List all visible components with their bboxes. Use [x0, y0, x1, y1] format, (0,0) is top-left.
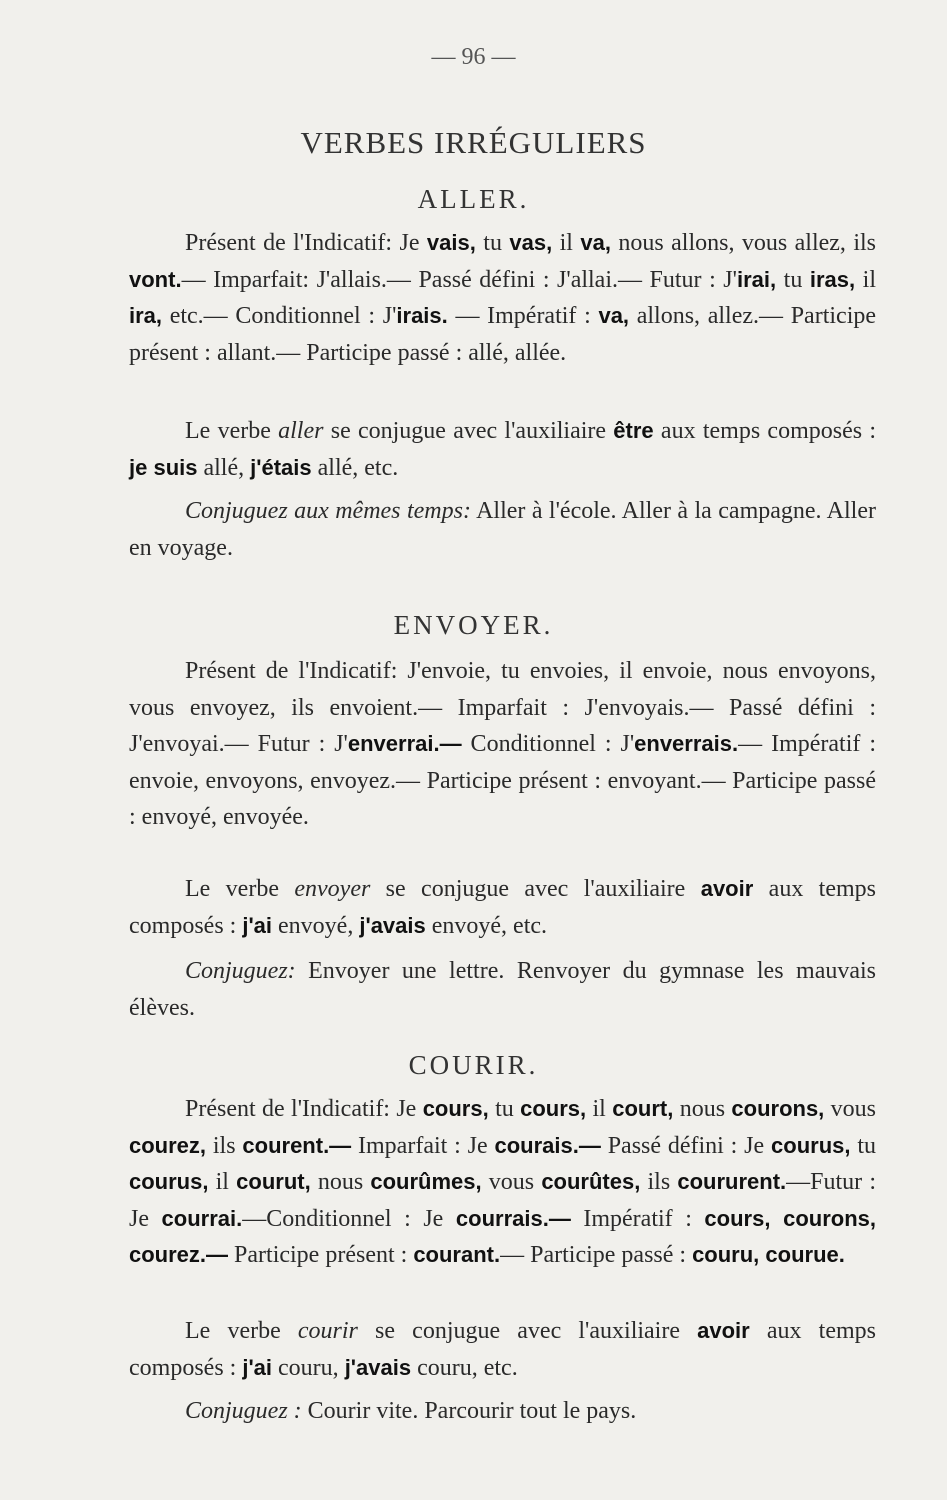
- bold-verb-form: enverrai.—: [347, 731, 462, 756]
- text-run: etc.— Conditionnel : J': [162, 303, 397, 329]
- bold-verb-form: iras,: [809, 266, 856, 292]
- bold-verb-form: irais.: [396, 303, 448, 328]
- text-run: envoyé, etc.: [425, 912, 548, 939]
- paragraph-indent: [129, 876, 185, 902]
- bold-verb-form: courrais.—: [455, 1205, 571, 1231]
- bold-verb-form: cours,: [422, 1096, 489, 1121]
- paragraph-indent: [129, 658, 185, 684]
- bold-verb-form: courus,: [771, 1132, 851, 1158]
- text-run: il: [586, 1096, 613, 1122]
- paragraph-courir-exercise: [129, 1393, 876, 1430]
- paragraph-indent: [129, 498, 185, 524]
- bold-verb-form: j'ai: [242, 912, 273, 938]
- text-run: allons, allez.— Participe présent : allant.— Participe passé : allé, allée.: [129, 303, 877, 366]
- text-run: Conditionnel : J': [461, 731, 635, 757]
- text-run: — Imparfait: J'allais.— Passé défini : J'allai.— Futur : J': [181, 266, 737, 293]
- bold-verb-form: courrai.: [161, 1205, 243, 1231]
- bold-verb-form: courus,: [129, 1169, 209, 1194]
- bold-verb-form: j'étais: [250, 454, 312, 480]
- italic-text: envoyer: [294, 876, 371, 902]
- text-run: il: [855, 266, 876, 293]
- bold-verb-form: courûmes,: [370, 1169, 482, 1194]
- bold-verb-form: j'avais: [359, 912, 426, 938]
- bold-verb-form: courons,: [731, 1096, 825, 1121]
- bold-verb-form: va,: [598, 303, 630, 328]
- bold-verb-form: vas,: [509, 230, 553, 255]
- bold-verb-form: je suis: [129, 454, 198, 480]
- text-run: Impératif :: [570, 1205, 705, 1232]
- bold-verb-form: coururent.: [677, 1169, 787, 1194]
- section-title-aller: ALLER.: [417, 184, 530, 215]
- paragraph-aller-auxiliary: [129, 413, 876, 486]
- text-run: couru,: [272, 1354, 345, 1381]
- italic-text: aller: [278, 418, 324, 444]
- bold-verb-form: enverrais.: [634, 731, 739, 756]
- bold-verb-form: être: [613, 418, 654, 443]
- text-run: tu: [850, 1132, 876, 1159]
- text-run: se conjugue avec l'auxiliaire: [370, 876, 701, 902]
- text-run: Le verbe: [185, 876, 295, 902]
- text-run: aux temps composés :: [653, 418, 876, 444]
- text-run: se conjugue avec l'auxiliaire: [357, 1318, 698, 1344]
- text-run: Le verbe: [185, 1318, 298, 1344]
- text-run: vous: [824, 1096, 876, 1122]
- paragraph-courir-auxiliary: [129, 1313, 876, 1386]
- text-run: tu: [776, 266, 810, 293]
- bold-verb-form: j'avais: [344, 1354, 412, 1380]
- text-run: vous: [481, 1169, 542, 1195]
- bold-verb-form: irai,: [736, 266, 777, 292]
- text-run: — Impératif :: [447, 303, 599, 329]
- text-run: nous: [310, 1169, 371, 1195]
- bold-verb-form: cours,: [520, 1096, 587, 1121]
- text-run: couru, etc.: [411, 1354, 518, 1381]
- text-run: Participe présent :: [228, 1242, 414, 1268]
- text-run: Envoyer une lettre. Renvoyer du gymnase les mauvais élèves.: [129, 958, 876, 1021]
- section-title-courir: COURIR.: [408, 1050, 539, 1081]
- bold-verb-form: avoir: [697, 1318, 750, 1343]
- text-run: allé,: [197, 454, 251, 481]
- text-run: aux temps composés :: [129, 1318, 876, 1381]
- text-run: tu: [488, 1096, 521, 1122]
- paragraph-indent: [129, 958, 185, 984]
- bold-verb-form: courant.: [413, 1242, 501, 1267]
- text-run: Le verbe: [185, 418, 279, 444]
- paragraph-envoyer-auxiliary: [129, 871, 876, 944]
- bold-verb-form: avoir: [700, 876, 754, 901]
- text-run: Courir vite. Parcourir tout le pays.: [301, 1398, 637, 1424]
- bold-verb-form: courais.—: [494, 1132, 601, 1158]
- paragraph-indent: [129, 1096, 185, 1122]
- paragraph-aller-conjugation: [129, 225, 876, 371]
- bold-verb-form: ira,: [129, 303, 163, 328]
- text-run: —Futur : Je: [129, 1169, 876, 1232]
- bold-verb-form: couru, courue.: [692, 1242, 845, 1267]
- text-run: Passé défini : Je: [600, 1132, 772, 1159]
- italic-text: Conjuguez aux mêmes temps:: [185, 498, 471, 524]
- paragraph-courir-conjugation: [129, 1091, 876, 1274]
- italic-text: courir: [297, 1318, 358, 1344]
- text-run: —Conditionnel : Je: [242, 1205, 456, 1232]
- page-title: VERBES IRRÉGULIERS: [300, 124, 647, 160]
- text-run: se conjugue avec l'auxiliaire: [323, 418, 614, 444]
- bold-verb-form: courez,: [129, 1132, 207, 1158]
- italic-text: Conjuguez :: [185, 1398, 302, 1424]
- text-run: Présent de l'Indicatif: Je: [185, 230, 427, 256]
- paragraph-indent: [129, 1318, 185, 1344]
- text-run: — Impératif : envoie, envoyons, envoyez.— Participe présent : envoyant.— Participe passé : envoyé, envoyée.: [129, 731, 876, 830]
- bold-verb-form: vont.: [129, 266, 182, 292]
- text-run: ils: [206, 1132, 243, 1159]
- paragraph-envoyer-conjugation: [129, 653, 876, 836]
- bold-verb-form: courut,: [236, 1169, 311, 1194]
- text-run: Présent de l'Indicatif: Je: [185, 1096, 423, 1122]
- text-run: allé, etc.: [311, 454, 399, 481]
- paragraph-indent: [129, 230, 185, 256]
- text-run: nous: [673, 1096, 732, 1122]
- bold-verb-form: va,: [580, 230, 611, 255]
- bold-verb-form: court,: [612, 1096, 674, 1121]
- paragraph-indent: [129, 1398, 185, 1424]
- page-number: — 96 —: [431, 44, 516, 70]
- paragraph-envoyer-exercise: [129, 953, 876, 1026]
- bold-verb-form: cours, courons, courez.—: [129, 1205, 876, 1267]
- italic-text: Conjuguez:: [185, 958, 296, 984]
- bold-verb-form: courent.—: [242, 1132, 352, 1158]
- text-run: envoyé,: [272, 912, 360, 939]
- text-run: — Participe passé :: [500, 1242, 693, 1268]
- text-run: nous allons, vous allez, ils: [610, 230, 877, 256]
- text-run: il: [208, 1169, 237, 1195]
- text-run: il: [552, 230, 581, 256]
- paragraph-aller-exercise: [129, 493, 876, 566]
- text-run: ils: [640, 1169, 678, 1195]
- section-title-envoyer: ENVOYER.: [393, 610, 554, 641]
- text-run: aux temps composés :: [129, 876, 877, 939]
- text-run: Aller à l'école. Aller à la campagne. Aller en voyage.: [129, 498, 876, 561]
- text-run: Présent de l'Indicatif: J'envoie, tu envoies, il envoie, nous envoyons, vous envoyez, ils envoient.— Imparfait : J'envoyais.— Passé défini : J'envoyai.— Futur : J': [129, 658, 876, 757]
- bold-verb-form: courûtes,: [541, 1169, 641, 1194]
- bold-verb-form: vais,: [426, 230, 476, 255]
- bold-verb-form: j'ai: [242, 1354, 273, 1380]
- paragraph-indent: [129, 418, 185, 444]
- text-run: Imparfait : Je: [351, 1132, 495, 1159]
- text-run: tu: [475, 230, 510, 256]
